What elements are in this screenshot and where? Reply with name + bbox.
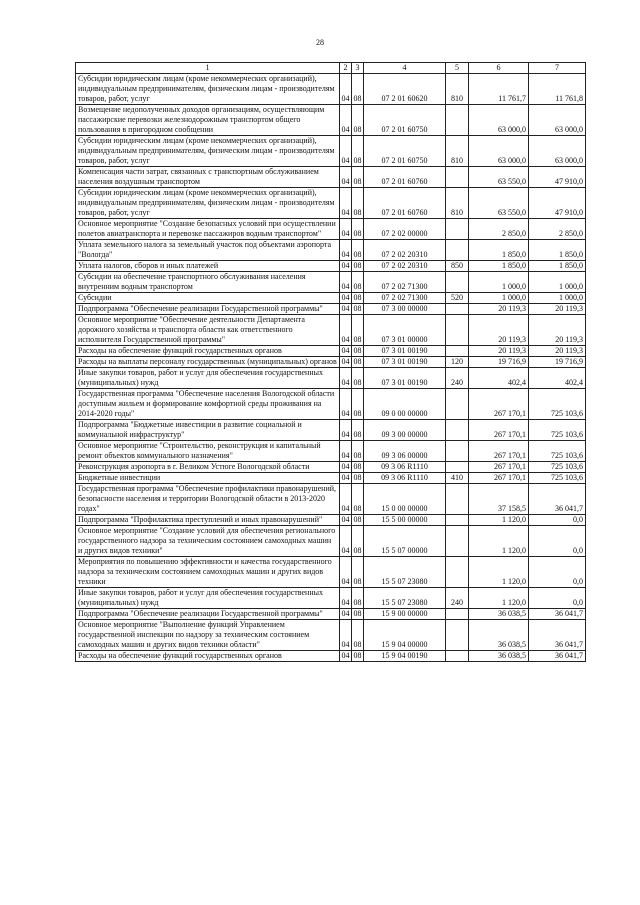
amount-year-2: 20 119,3 bbox=[529, 304, 586, 315]
amount-year-1: 1 850,0 bbox=[469, 261, 529, 272]
column-header: 3 bbox=[352, 63, 364, 74]
subsection-code: 08 bbox=[352, 389, 364, 420]
amount-year-1: 36 038,5 bbox=[469, 620, 529, 651]
row-description: Расходы на выплаты персоналу государственных (муниципальных) органов bbox=[76, 357, 340, 368]
subsection-code: 08 bbox=[352, 420, 364, 441]
column-header: 7 bbox=[529, 63, 586, 74]
subsection-code: 08 bbox=[352, 240, 364, 261]
row-description: Уплата земельного налога за земельный участок под объектами аэропорта "Вологда" bbox=[76, 240, 340, 261]
row-description: Субсидии юридическим лицам (кроме некоммерческих организаций), индивидуальным предпринимателям, физическим лицам - производителям товаров, работ, услуг bbox=[76, 74, 340, 105]
target-article-code: 09 3 06 R1110 bbox=[364, 462, 446, 473]
table-row bbox=[76, 368, 586, 389]
section-code: 04 bbox=[341, 515, 350, 524]
target-article-code: 09 3 00 00000 bbox=[364, 420, 446, 441]
amount-year-1: 37 158,5 bbox=[469, 484, 529, 515]
target-article-code: 09 3 06 R1110 bbox=[364, 473, 446, 484]
expense-type-code bbox=[446, 651, 469, 662]
section-code: 04 bbox=[340, 588, 352, 609]
target-article-code: 07 3 01 00000 bbox=[364, 315, 446, 346]
table-row bbox=[76, 484, 586, 515]
amount-year-2: 36 041,7 bbox=[529, 484, 586, 515]
section-code: 04 bbox=[340, 272, 352, 293]
amount-year-2: 47 910,0 bbox=[529, 167, 586, 188]
subsection-code: 08 bbox=[352, 441, 364, 462]
section-code: 04 bbox=[340, 420, 352, 441]
row-description: Основное мероприятие "Создание безопасных условий при осуществлении полетов авиатранспорта и перевозке пассажиров водным транспортом" bbox=[76, 219, 340, 240]
table-row bbox=[76, 462, 586, 473]
target-article-code: 07 2 01 60620 bbox=[364, 74, 446, 105]
amount-year-2: 36 041,7 bbox=[529, 620, 586, 651]
subsection-code: 08 bbox=[353, 609, 362, 618]
row-description: Возмещение недополученных доходов организациям, осуществляющим пассажирские перевозки железнодорожным транспортом общего пользования в пригородном сообщении bbox=[76, 105, 340, 136]
table-row bbox=[76, 136, 586, 167]
table-row bbox=[76, 105, 586, 136]
amount-year-2: 1 000,0 bbox=[529, 272, 586, 293]
section-code: 04 bbox=[340, 219, 352, 240]
section-code: 04 bbox=[341, 609, 350, 618]
page-number: 28 bbox=[316, 38, 324, 47]
target-article-code: 07 3 01 00190 bbox=[364, 346, 446, 357]
section-code: 04 bbox=[340, 105, 352, 136]
subsection-code: 08 bbox=[352, 588, 364, 609]
expense-type-code: 520 bbox=[446, 293, 469, 304]
amount-year-1: 1 850,0 bbox=[469, 240, 529, 261]
expense-type-code: 120 bbox=[446, 357, 469, 368]
amount-year-1: 63 000,0 bbox=[469, 136, 529, 167]
expense-type-code: 810 bbox=[446, 188, 469, 219]
amount-year-1: 36 038,5 bbox=[469, 651, 529, 662]
amount-year-2: 0,0 bbox=[529, 515, 586, 526]
target-article-code: 07 2 02 20310 bbox=[364, 240, 446, 261]
expense-type-code bbox=[446, 272, 469, 293]
subsection-code: 08 bbox=[352, 272, 364, 293]
row-description: Бюджетные инвестиции bbox=[76, 473, 340, 484]
row-description: Субсидии на обеспечение транспортного обслуживания населения внутренним водным транспортом bbox=[76, 272, 340, 293]
column-header: 6 bbox=[469, 63, 529, 74]
section-code: 04 bbox=[341, 346, 350, 355]
row-description: Иные закупки товаров, работ и услуг для обеспечения государственных (муниципальных) нужд bbox=[76, 588, 340, 609]
subsection-code: 08 bbox=[352, 188, 364, 219]
subsection-code: 08 bbox=[353, 473, 362, 482]
section-code: 04 bbox=[340, 188, 352, 219]
expense-type-code bbox=[446, 462, 469, 473]
amount-year-2: 11 761,8 bbox=[529, 74, 586, 105]
expense-type-code bbox=[446, 515, 469, 526]
section-code: 04 bbox=[340, 389, 352, 420]
column-header: 5 bbox=[446, 63, 469, 74]
subsection-code: 08 bbox=[353, 651, 362, 660]
subsection-code: 08 bbox=[353, 293, 362, 302]
expense-type-code bbox=[446, 167, 469, 188]
expense-type-code bbox=[446, 484, 469, 515]
target-article-code: 07 2 02 00000 bbox=[364, 219, 446, 240]
row-description: Расходы на обеспечение функций государственных органов bbox=[76, 346, 340, 357]
subsection-code: 08 bbox=[352, 219, 364, 240]
amount-year-1: 1 000,0 bbox=[469, 272, 529, 293]
row-description: Основное мероприятие "Создание условий для обеспечения регионального государственного надзора за техническим состоянием самоходных машин и других видов техники" bbox=[76, 526, 340, 557]
target-article-code: 07 2 02 71300 bbox=[364, 293, 446, 304]
amount-year-2: 19 716,9 bbox=[529, 357, 586, 368]
amount-year-2: 725 103,6 bbox=[529, 462, 586, 473]
target-article-code: 07 3 01 00190 bbox=[364, 368, 446, 389]
subsection-code: 08 bbox=[352, 526, 364, 557]
expense-type-code: 240 bbox=[446, 588, 469, 609]
subsection-code: 08 bbox=[353, 346, 362, 355]
row-description: Подпрограмма "Обеспечение реализации Государственной программы" bbox=[76, 609, 340, 620]
expense-type-code bbox=[446, 315, 469, 346]
table-row bbox=[76, 609, 586, 620]
amount-year-2: 725 103,6 bbox=[529, 473, 586, 484]
amount-year-2: 47 910,0 bbox=[529, 188, 586, 219]
amount-year-1: 1 000,0 bbox=[469, 293, 529, 304]
amount-year-1: 19 716,9 bbox=[469, 357, 529, 368]
table-row bbox=[76, 293, 586, 304]
row-description: Государственная программа "Обеспечение населения Вологодской области доступным жильем и формирование комфортной среды проживания на 2014-2020 годы" bbox=[76, 389, 340, 420]
subsection-code: 08 bbox=[352, 136, 364, 167]
expense-type-code bbox=[446, 526, 469, 557]
amount-year-2: 402,4 bbox=[529, 368, 586, 389]
subsection-code: 08 bbox=[352, 74, 364, 105]
row-description: Уплата налогов, сборов и иных платежей bbox=[76, 261, 340, 272]
section-code: 04 bbox=[341, 261, 350, 270]
row-description: Реконструкция аэропорта в г. Великом Устюге Вологодской области bbox=[76, 462, 340, 473]
target-article-code: 15 5 07 23080 bbox=[364, 557, 446, 588]
table-row bbox=[76, 441, 586, 462]
subsection-code: 08 bbox=[352, 484, 364, 515]
row-description: Мероприятия по повышению эффективности и качества государственного надзора за техническим состоянием самоходных машин и других видов техники bbox=[76, 557, 340, 588]
target-article-code: 15 0 00 00000 bbox=[364, 484, 446, 515]
row-description: Субсидии bbox=[76, 293, 340, 304]
expense-type-code: 810 bbox=[446, 136, 469, 167]
section-code: 04 bbox=[340, 167, 352, 188]
amount-year-2: 0,0 bbox=[529, 557, 586, 588]
amount-year-2: 20 119,3 bbox=[529, 346, 586, 357]
expense-type-code: 810 bbox=[446, 74, 469, 105]
amount-year-1: 11 761,7 bbox=[469, 74, 529, 105]
table-row bbox=[76, 240, 586, 261]
amount-year-1: 402,4 bbox=[469, 368, 529, 389]
subsection-code: 08 bbox=[352, 315, 364, 346]
table-row bbox=[76, 167, 586, 188]
amount-year-1: 267 170,1 bbox=[469, 420, 529, 441]
subsection-code: 08 bbox=[353, 462, 362, 471]
table-row bbox=[76, 272, 586, 293]
expense-type-code bbox=[446, 105, 469, 136]
table-row bbox=[76, 420, 586, 441]
expense-type-code: 410 bbox=[446, 473, 469, 484]
section-code: 04 bbox=[340, 368, 352, 389]
amount-year-2: 0,0 bbox=[529, 588, 586, 609]
section-code: 04 bbox=[340, 315, 352, 346]
amount-year-1: 1 120,0 bbox=[469, 588, 529, 609]
amount-year-1: 63 000,0 bbox=[469, 105, 529, 136]
table-header bbox=[76, 63, 586, 74]
table-row bbox=[76, 219, 586, 240]
expense-type-code bbox=[446, 304, 469, 315]
amount-year-2: 1 850,0 bbox=[529, 261, 586, 272]
target-article-code: 07 2 01 60760 bbox=[364, 188, 446, 219]
section-code: 04 bbox=[340, 136, 352, 167]
target-article-code: 15 9 04 00190 bbox=[364, 651, 446, 662]
row-description: Подпрограмма "Бюджетные инвестиции в развитие социальной и коммунальной инфраструктур" bbox=[76, 420, 340, 441]
target-article-code: 15 9 04 00000 bbox=[364, 620, 446, 651]
table-row bbox=[76, 304, 586, 315]
subsection-code: 08 bbox=[353, 261, 362, 270]
amount-year-2: 725 103,6 bbox=[529, 389, 586, 420]
section-code: 04 bbox=[340, 526, 352, 557]
table-body bbox=[76, 74, 586, 662]
table-row bbox=[76, 620, 586, 651]
amount-year-1: 36 038,5 bbox=[469, 609, 529, 620]
table-row bbox=[76, 261, 586, 272]
row-description: Компенсация части затрат, связанных с транспортным обслуживанием населения воздушным транспортом bbox=[76, 167, 340, 188]
expense-type-code bbox=[446, 609, 469, 620]
amount-year-2: 63 000,0 bbox=[529, 136, 586, 167]
subsection-code: 08 bbox=[353, 357, 362, 366]
amount-year-2: 36 041,7 bbox=[529, 651, 586, 662]
budget-table bbox=[75, 62, 586, 662]
row-description: Подпрограмма "Обеспечение реализации Государственной программы" bbox=[76, 304, 340, 315]
target-article-code: 07 2 01 60760 bbox=[364, 167, 446, 188]
section-code: 04 bbox=[340, 557, 352, 588]
expense-type-code bbox=[446, 441, 469, 462]
amount-year-2: 0,0 bbox=[529, 526, 586, 557]
section-code: 04 bbox=[340, 74, 352, 105]
target-article-code: 07 2 01 60750 bbox=[364, 105, 446, 136]
row-description: Государственная программа "Обеспечение профилактики правонарушений, безопасности населения и территории Вологодской области в 2013-2020 годах" bbox=[76, 484, 340, 515]
amount-year-1: 267 170,1 bbox=[469, 473, 529, 484]
table-row bbox=[76, 588, 586, 609]
expense-type-code bbox=[446, 420, 469, 441]
amount-year-2: 1 850,0 bbox=[529, 240, 586, 261]
target-article-code: 09 0 00 00000 bbox=[364, 389, 446, 420]
expense-type-code: 850 bbox=[446, 261, 469, 272]
expense-type-code bbox=[446, 389, 469, 420]
table-row bbox=[76, 188, 586, 219]
target-article-code: 09 3 06 00000 bbox=[364, 441, 446, 462]
amount-year-2: 20 119,3 bbox=[529, 315, 586, 346]
amount-year-2: 63 000,0 bbox=[529, 105, 586, 136]
target-article-code: 07 3 01 00190 bbox=[364, 357, 446, 368]
row-description: Основное мероприятие "Обеспечение деятельности Департамента дорожного хозяйства и транспорта области как ответственного исполнителя Государственной программы" bbox=[76, 315, 340, 346]
subsection-code: 08 bbox=[353, 515, 362, 524]
target-article-code: 07 2 01 60750 bbox=[364, 136, 446, 167]
amount-year-1: 1 120,0 bbox=[469, 515, 529, 526]
table-row bbox=[76, 389, 586, 420]
row-description: Подпрограмма "Профилактика преступлений и иных правонарушений" bbox=[76, 515, 340, 526]
target-article-code: 15 5 07 00000 bbox=[364, 526, 446, 557]
table-row bbox=[76, 526, 586, 557]
row-description: Субсидии юридическим лицам (кроме некоммерческих организаций), индивидуальным предпринимателям, физическим лицам - производителям товаров, работ, услуг bbox=[76, 188, 340, 219]
row-description: Расходы на обеспечение функций государственных органов bbox=[76, 651, 340, 662]
table-row bbox=[76, 346, 586, 357]
row-description: Основное мероприятие "Выполнение функций Управлением государственной инспекции по надзору за техническим состоянием самоходных машин и других видов техники области" bbox=[76, 620, 340, 651]
amount-year-2: 725 103,6 bbox=[529, 441, 586, 462]
expense-type-code bbox=[446, 219, 469, 240]
section-code: 04 bbox=[341, 462, 350, 471]
subsection-code: 08 bbox=[352, 620, 364, 651]
subsection-code: 08 bbox=[352, 167, 364, 188]
amount-year-1: 20 119,3 bbox=[469, 315, 529, 346]
target-article-code: 15 5 00 00000 bbox=[364, 515, 446, 526]
section-code: 04 bbox=[340, 441, 352, 462]
row-description: Основное мероприятие "Строительство, реконструкция и капитальный ремонт объектов коммунального назначения" bbox=[76, 441, 340, 462]
expense-type-code: 240 bbox=[446, 368, 469, 389]
table-row bbox=[76, 74, 586, 105]
table-row bbox=[76, 557, 586, 588]
section-code: 04 bbox=[341, 304, 350, 313]
amount-year-1: 267 170,1 bbox=[469, 441, 529, 462]
amount-year-1: 63 550,0 bbox=[469, 188, 529, 219]
amount-year-1: 267 170,1 bbox=[469, 389, 529, 420]
amount-year-1: 1 120,0 bbox=[469, 557, 529, 588]
expense-type-code bbox=[446, 620, 469, 651]
subsection-code: 08 bbox=[352, 557, 364, 588]
target-article-code: 15 5 07 23080 bbox=[364, 588, 446, 609]
subsection-code: 08 bbox=[353, 304, 362, 313]
table-row bbox=[76, 357, 586, 368]
table-row bbox=[76, 515, 586, 526]
target-article-code: 07 3 00 00000 bbox=[364, 304, 446, 315]
amount-year-1: 1 120,0 bbox=[469, 526, 529, 557]
amount-year-2: 2 850,0 bbox=[529, 219, 586, 240]
table-row bbox=[76, 651, 586, 662]
expense-type-code bbox=[446, 240, 469, 261]
column-header: 2 bbox=[340, 63, 352, 74]
section-code: 04 bbox=[341, 293, 350, 302]
expense-type-code bbox=[446, 346, 469, 357]
section-code: 04 bbox=[340, 240, 352, 261]
header-row bbox=[76, 63, 586, 74]
section-code: 04 bbox=[341, 651, 350, 660]
section-code: 04 bbox=[341, 473, 350, 482]
column-header: 1 bbox=[76, 63, 340, 74]
table-row bbox=[76, 315, 586, 346]
table-row bbox=[76, 473, 586, 484]
amount-year-1: 63 550,0 bbox=[469, 167, 529, 188]
amount-year-1: 20 119,3 bbox=[469, 346, 529, 357]
amount-year-2: 1 000,0 bbox=[529, 293, 586, 304]
amount-year-2: 36 041,7 bbox=[529, 609, 586, 620]
subsection-code: 08 bbox=[352, 105, 364, 136]
section-code: 04 bbox=[340, 620, 352, 651]
subsection-code: 08 bbox=[352, 368, 364, 389]
row-description: Субсидии юридическим лицам (кроме некоммерческих организаций), индивидуальным предпринимателям, физическим лицам - производителям товаров, работ, услуг bbox=[76, 136, 340, 167]
amount-year-2: 725 103,6 bbox=[529, 420, 586, 441]
section-code: 04 bbox=[340, 484, 352, 515]
target-article-code: 15 9 00 00000 bbox=[364, 609, 446, 620]
amount-year-1: 20 119,3 bbox=[469, 304, 529, 315]
expense-type-code bbox=[446, 557, 469, 588]
amount-year-1: 267 170,1 bbox=[469, 462, 529, 473]
row-description: Иные закупки товаров, работ и услуг для обеспечения государственных (муниципальных) нужд bbox=[76, 368, 340, 389]
column-header: 4 bbox=[364, 63, 446, 74]
target-article-code: 07 2 02 20310 bbox=[364, 261, 446, 272]
amount-year-1: 2 850,0 bbox=[469, 219, 529, 240]
target-article-code: 07 2 02 71300 bbox=[364, 272, 446, 293]
section-code: 04 bbox=[341, 357, 350, 366]
